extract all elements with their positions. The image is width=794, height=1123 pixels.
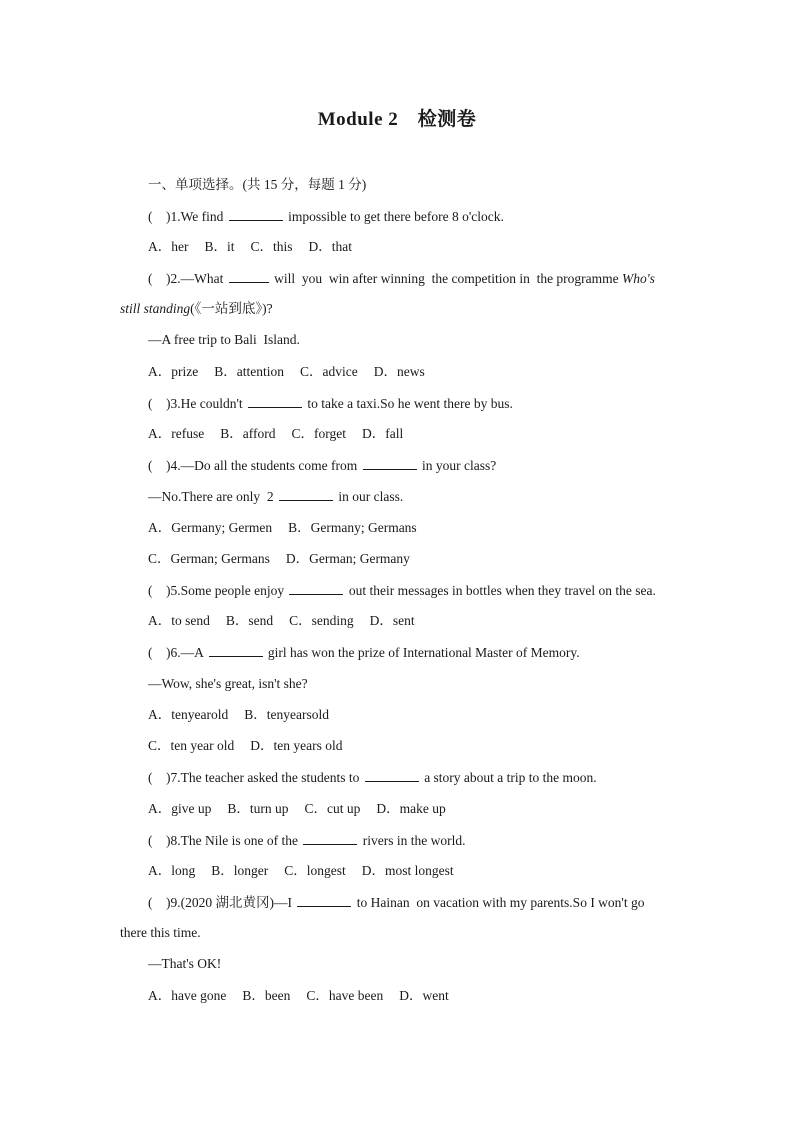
- page-title: Module 2 检测卷: [317, 109, 477, 130]
- option-d: D．sent: [369, 613, 415, 628]
- question-4: [148, 456, 496, 475]
- q2-italic-title: Who's: [622, 271, 655, 286]
- answer-blank: [289, 581, 343, 595]
- option-c: C．ten year old: [148, 738, 235, 753]
- option-c: C．this: [250, 239, 293, 254]
- option-d: D．German; Germany: [285, 551, 410, 566]
- answer-blank: [365, 768, 419, 782]
- q5-prefix: ( )5.Some people enjoy: [148, 583, 285, 598]
- question-1: [148, 207, 504, 226]
- option-b: B．Germany; Germans: [288, 520, 417, 535]
- question-9: [148, 893, 645, 912]
- option-a: A．her: [148, 239, 189, 254]
- q3-suffix: to take a taxi.So he went there by bus.: [307, 396, 513, 411]
- option-c: C．advice: [299, 364, 358, 379]
- question-2-cont: [120, 300, 273, 318]
- option-a: A．refuse: [148, 426, 205, 441]
- option-d: D．most longest: [361, 863, 454, 878]
- q6-prefix: ( )6.—A: [148, 645, 204, 660]
- answer-blank: [248, 394, 302, 408]
- q9-reply: —That's OK!: [148, 956, 222, 971]
- section-heading: 一、单项选择。(共 15 分，每题 1 分): [148, 177, 367, 192]
- q4-reply-prefix: —No.There are only 2: [148, 489, 274, 504]
- option-a: A．Germany; Germen: [148, 520, 273, 535]
- option-d: D．news: [373, 364, 425, 379]
- q7-suffix: a story about a trip to the moon.: [424, 770, 597, 785]
- option-a: A．have gone: [148, 988, 227, 1003]
- question-3: [148, 394, 513, 413]
- q9-suffix: to Hainan on vacation with my parents.So I won't go: [356, 895, 645, 910]
- q2-italic-title-cont: still standing: [120, 301, 191, 316]
- option-b: B．turn up: [227, 801, 289, 816]
- option-b: B．tenyearsold: [244, 707, 329, 722]
- option-d: D．ten years old: [250, 738, 343, 753]
- q6-suffix: girl has won the prize of International Master of Memory.: [267, 645, 580, 660]
- option-d: D．fall: [361, 426, 404, 441]
- answer-blank: [209, 643, 263, 657]
- option-c: C．cut up: [304, 801, 361, 816]
- q4-suffix: in your class?: [421, 458, 497, 473]
- q1-prefix: ( )1.We find: [148, 209, 224, 224]
- question-5: [148, 581, 656, 600]
- option-d: D．make up: [376, 801, 446, 816]
- q8-prefix: ( )8.The Nile is one of the: [148, 833, 298, 848]
- q2-reply: —A free trip to Bali Island.: [148, 332, 300, 347]
- option-c: C．have been: [306, 988, 384, 1003]
- option-c: C．German; Germans: [148, 551, 270, 566]
- option-b: B．afford: [220, 426, 276, 441]
- option-b: B．it: [204, 239, 235, 254]
- q4-reply-suffix: in our class.: [338, 489, 404, 504]
- q8-suffix: rivers in the world.: [362, 833, 466, 848]
- option-c: C．forget: [291, 426, 346, 441]
- option-c: C．longest: [284, 863, 346, 878]
- answer-blank: [229, 207, 283, 221]
- q2-prefix: ( )2.—What: [148, 271, 224, 286]
- q4-options-row-1: [148, 519, 417, 537]
- answer-blank: [303, 831, 357, 845]
- option-a: A．long: [148, 863, 196, 878]
- option-b: B．been: [242, 988, 291, 1003]
- q6-options-row-1: [148, 706, 329, 724]
- question-6: [148, 643, 580, 662]
- option-b: B．send: [225, 613, 274, 628]
- q1-suffix: impossible to get there before 8 o'clock.: [288, 209, 504, 224]
- q1-options: [148, 238, 352, 256]
- option-a: A．tenyearold: [148, 707, 229, 722]
- q4-prefix: ( )4.—Do all the students come from: [148, 458, 358, 473]
- option-a: A．give up: [148, 801, 212, 816]
- q5-options: [148, 612, 415, 630]
- question-8: [148, 831, 465, 850]
- q2-options: [148, 363, 425, 381]
- option-c: C．sending: [289, 613, 354, 628]
- question-2: [148, 269, 655, 288]
- q2-middle: will you win after winning the competition in the programme: [274, 271, 619, 286]
- option-d: D．that: [308, 239, 353, 254]
- option-d: D．went: [399, 988, 449, 1003]
- q8-options: [148, 862, 454, 880]
- answer-blank: [279, 487, 333, 501]
- option-a: A．prize: [148, 364, 199, 379]
- option-b: B．longer: [211, 863, 269, 878]
- q5-suffix: out their messages in bottles when they travel on the sea.: [348, 583, 656, 598]
- q7-prefix: ( )7.The teacher asked the students to: [148, 770, 360, 785]
- q9-options: [148, 987, 449, 1005]
- answer-blank: [297, 893, 351, 907]
- question-9-cont: there this time.: [120, 925, 201, 940]
- q4-reply: [148, 487, 403, 506]
- q9-prefix: ( )9.(2020 湖北黄冈)—I: [148, 895, 292, 910]
- q4-options-row-2: [148, 550, 410, 568]
- question-7: [148, 768, 597, 787]
- option-b: B．attention: [214, 364, 284, 379]
- answer-blank: [363, 456, 417, 470]
- q3-options: [148, 425, 403, 443]
- q6-reply: —Wow, she's great, isn't she?: [148, 676, 308, 691]
- answer-blank: [229, 269, 269, 283]
- q7-options: [148, 800, 446, 818]
- option-a: A．to send: [148, 613, 210, 628]
- q6-options-row-2: [148, 737, 342, 755]
- q3-prefix: ( )3.He couldn't: [148, 396, 243, 411]
- q2-line2-rest: (《一站到底》)?: [190, 301, 273, 316]
